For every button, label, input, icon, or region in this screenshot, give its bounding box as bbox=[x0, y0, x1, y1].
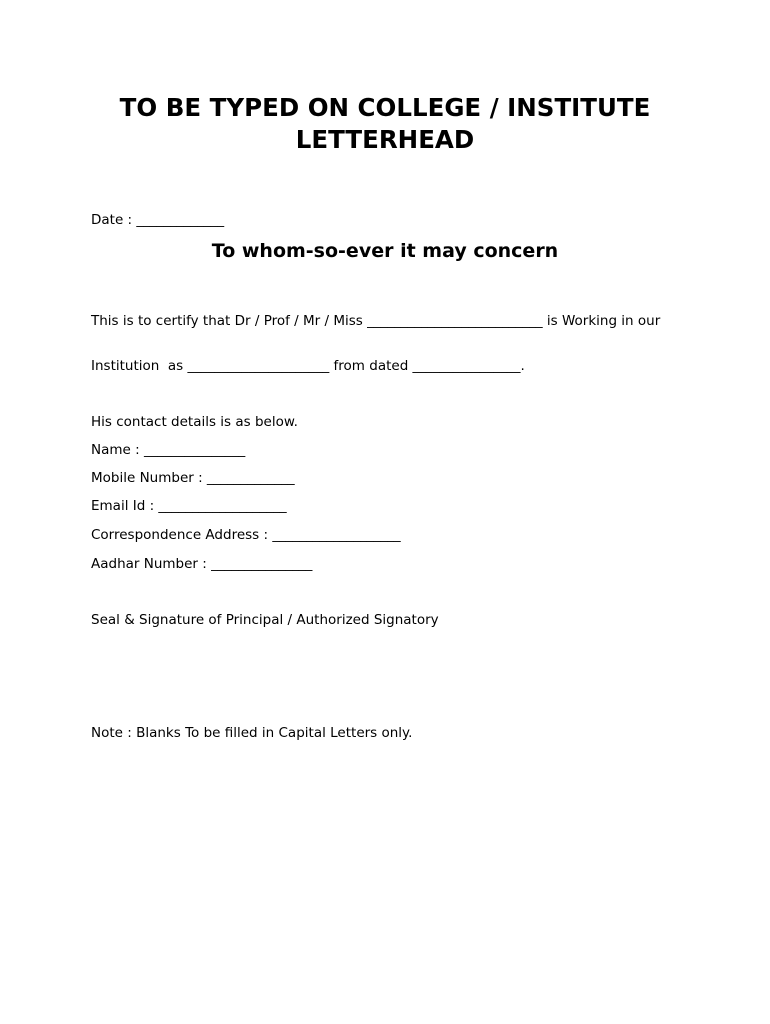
address-line: Correspondence Address : ___________________ bbox=[91, 527, 401, 543]
email-line: Email Id : ___________________ bbox=[91, 498, 287, 514]
letterhead-heading bbox=[60, 92, 710, 156]
signature-line: Seal & Signature of Principal / Authorized Signatory bbox=[91, 612, 439, 628]
contact-intro: His contact details is as below. bbox=[91, 414, 298, 430]
certify-paragraph: This is to certify that Dr / Prof / Mr / Miss __________________________ is Working in our bbox=[91, 313, 661, 329]
heading-line-1: TO BE TYPED ON COLLEGE / INSTITUTE bbox=[119, 93, 651, 122]
institution-line: Institution as _____________________ from dated ________________. bbox=[91, 358, 525, 374]
note-line: Note : Blanks To be filled in Capital Letters only. bbox=[91, 725, 413, 741]
mobile-line: Mobile Number : _____________ bbox=[91, 470, 295, 486]
name-line: Name : _______________ bbox=[91, 442, 246, 458]
aadhar-line: Aadhar Number : _______________ bbox=[91, 556, 313, 572]
heading-line-2: LETTERHEAD bbox=[295, 125, 475, 154]
concern-title: To whom-so-ever it may concern bbox=[211, 240, 559, 262]
date-line: Date : _____________ bbox=[91, 212, 225, 228]
